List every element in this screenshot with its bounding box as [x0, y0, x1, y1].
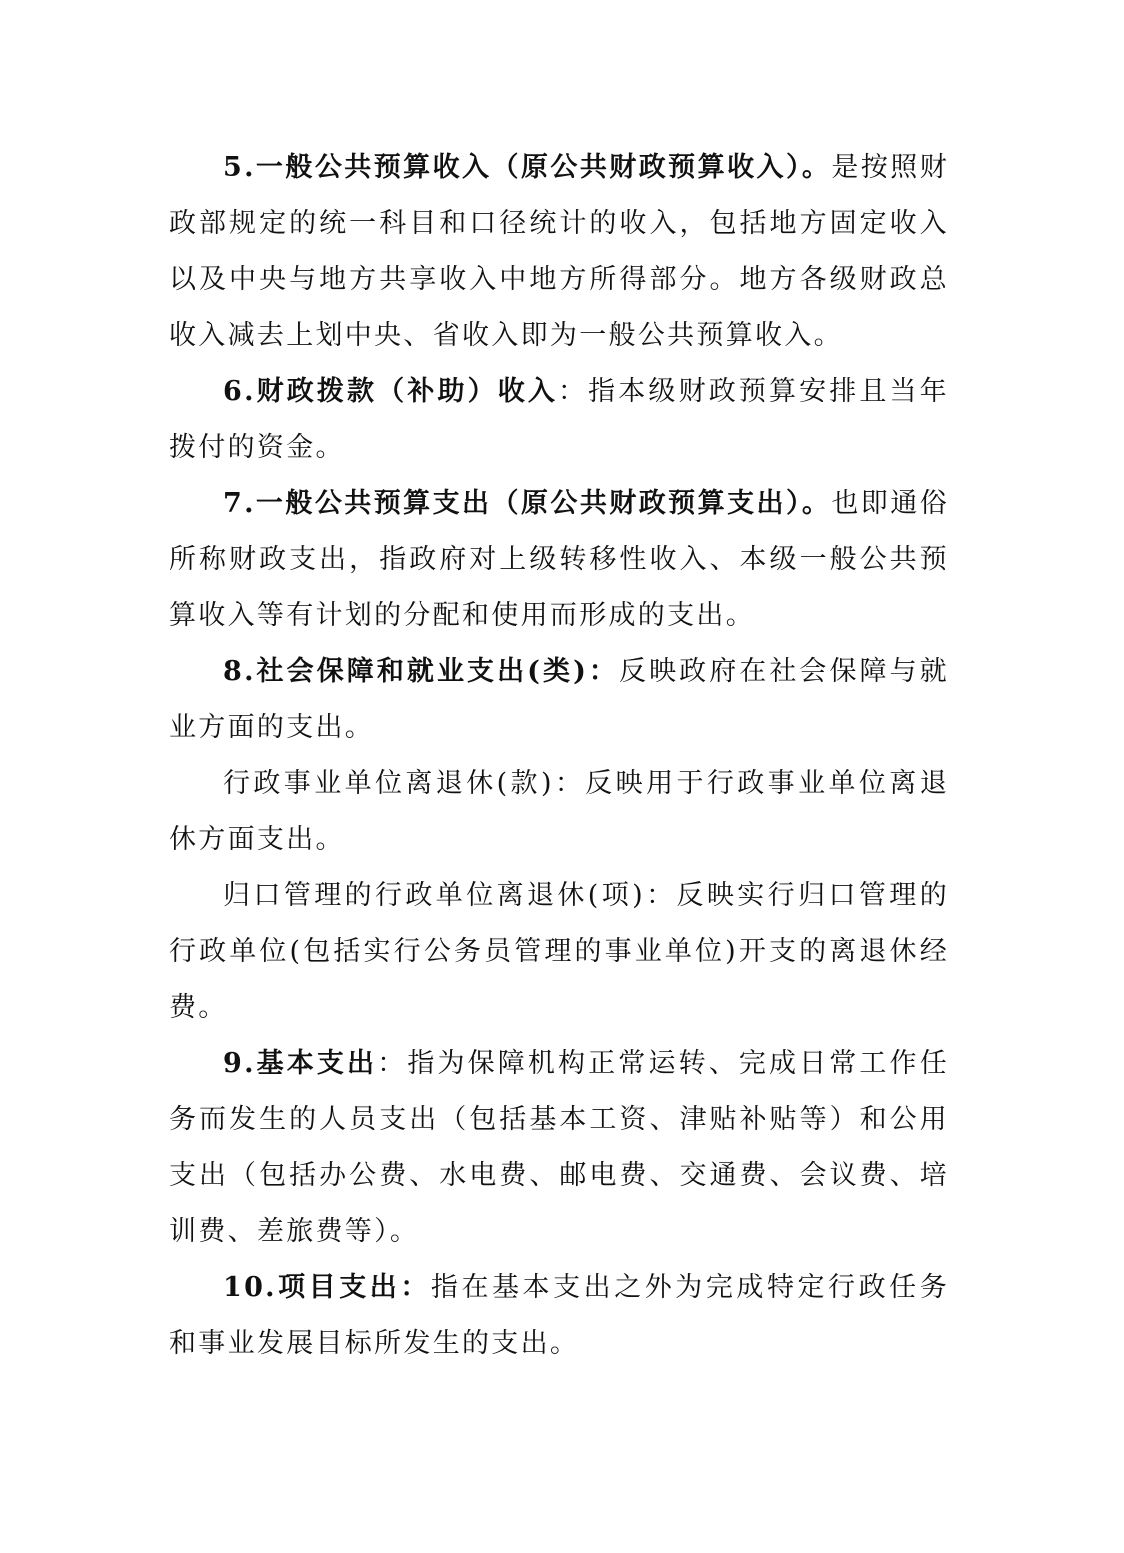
- paragraph-retirement-section: [169, 756, 949, 868]
- paragraph-text: 反映政府在社会保障与就业方面的支出。: [169, 656, 949, 743]
- paragraph-10-project-expenditure: [169, 1260, 949, 1372]
- paragraph-text: 归口管理的行政单位离退休(项)：反映实行归口管理的行政单位(包括实行公务员管理的事业单位)开支的离退休经费。: [169, 880, 949, 1023]
- paragraph-text: 指在基本支出之外为完成特定行政任务和事业发展目标所发生的支出。: [169, 1272, 950, 1359]
- paragraph-6-fiscal-appropriation-revenue: [169, 364, 949, 476]
- term-heading: 7.一般公共预算支出（原公共财政预算支出）。: [223, 488, 832, 519]
- paragraph-text: 也即通俗所称财政支出，指政府对上级转移性收入、本级一般公共预算收入等有计划的分配和使用而形成的支出。: [169, 488, 949, 631]
- paragraph-text: 是按照财政部规定的统一科目和口径统计的收入，包括地方固定收入以及中央与地方共享收入中地方所得部分。地方各级财政总收入减去上划中央、省收入即为一般公共预算收入。: [169, 152, 949, 351]
- paragraph-5-general-public-budget-revenue: [169, 140, 949, 364]
- term-heading: 5.一般公共预算收入（原公共财政预算收入）。: [223, 152, 832, 183]
- document-body: [169, 140, 949, 1372]
- paragraph-9-basic-expenditure: [169, 1036, 949, 1260]
- paragraph-text: 行政事业单位离退休(款)：反映用于行政事业单位离退休方面支出。: [169, 768, 949, 855]
- term-heading: 8.社会保障和就业支出(类)：: [223, 656, 619, 687]
- paragraph-7-general-public-budget-expenditure: [169, 476, 949, 644]
- paragraph-text: ：指为保障机构正常运转、完成日常工作任务而发生的人员支出（包括基本工资、津贴补贴等）和公用支出（包括办公费、水电费、邮电费、交通费、会议费、培训费、差旅费等）。: [169, 1048, 949, 1247]
- paragraph-8-social-security-employment: [169, 644, 949, 756]
- term-heading: 10.项目支出：: [223, 1272, 431, 1303]
- paragraph-retirement-item: [169, 868, 949, 1036]
- term-heading: 6.财政拨款（补助）收入: [223, 376, 559, 407]
- term-heading: 9.基本支出: [223, 1048, 378, 1079]
- paragraph-text: ：指本级财政预算安排且当年拨付的资金。: [169, 376, 949, 463]
